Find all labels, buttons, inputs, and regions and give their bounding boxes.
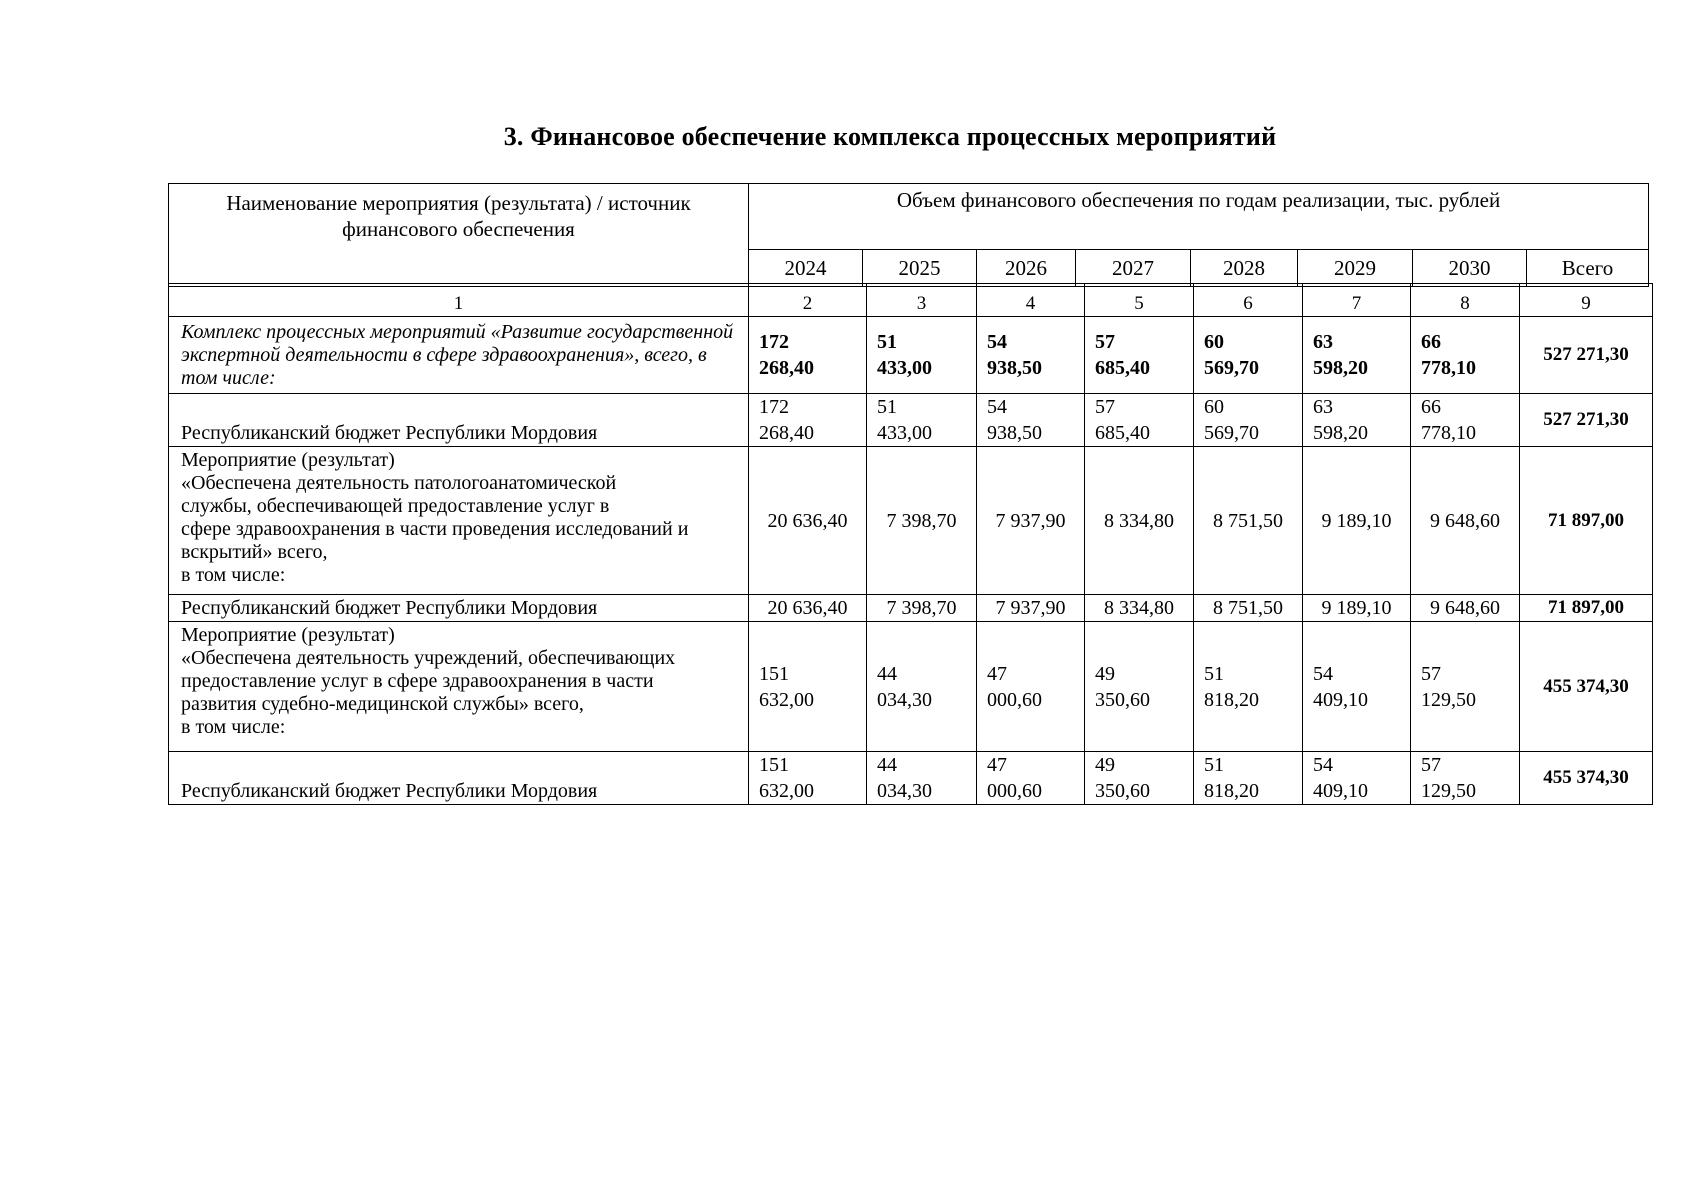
- value-cell: 57 129,50: [1411, 752, 1520, 805]
- value-cell: 9 189,10: [1303, 447, 1411, 595]
- value-cell: 44 034,30: [867, 752, 977, 805]
- header-name-column: Наименование мероприятия (результата) / источник финансового обеспечения: [169, 184, 749, 287]
- finance-table: [168, 283, 1653, 805]
- value-cell: 51 433,00: [867, 317, 977, 394]
- header-year-2024: 2024: [749, 250, 863, 287]
- value-cell: 57 685,40: [1085, 317, 1194, 394]
- header-year-2026: 2026: [977, 250, 1076, 287]
- row-total: 527 271,30: [1520, 317, 1653, 394]
- row-total: 455 374,30: [1520, 752, 1653, 805]
- table-row: [169, 394, 1653, 447]
- column-number: 3: [867, 284, 977, 317]
- column-number: 1: [169, 284, 749, 317]
- table-row: [169, 752, 1653, 805]
- value-cell: 9 648,60: [1411, 447, 1520, 595]
- value-cell: 47 000,60: [977, 752, 1085, 805]
- row-name: Республиканский бюджет Республики Мордовия: [169, 752, 749, 805]
- row-name: Мероприятие (результат) «Обеспечена деятельность учреждений, обеспечивающих предоставление услуг в сфере здравоохранения в части развития судебно-медицинской службы» всего, в том числе:: [169, 622, 749, 752]
- row-name: Республиканский бюджет Республики Мордовия: [169, 394, 749, 447]
- value-cell: 60 569,70: [1194, 394, 1303, 447]
- column-number: 4: [977, 284, 1085, 317]
- value-cell: 8 751,50: [1194, 447, 1303, 595]
- header-table: [168, 183, 1649, 287]
- value-cell: 49 350,60: [1085, 622, 1194, 752]
- value-cell: 60 569,70: [1194, 317, 1303, 394]
- value-cell: 54 409,10: [1303, 622, 1411, 752]
- header-year-2025: 2025: [863, 250, 977, 287]
- row-total: 455 374,30: [1520, 622, 1653, 752]
- column-number: 9: [1520, 284, 1653, 317]
- value-cell: 7 937,90: [977, 595, 1085, 622]
- row-name: Мероприятие (результат) «Обеспечена деятельность патологоанатомической службы, обеспечивающей предоставление услуг в сфере здравоохранения в части проведения исследований и вскрытий» всего, в том числе:: [169, 447, 749, 595]
- header-year-2030: 2030: [1413, 250, 1527, 287]
- header-year-2029: 2029: [1298, 250, 1413, 287]
- value-cell: 9 648,60: [1411, 595, 1520, 622]
- row-name: Республиканский бюджет Республики Мордовия: [169, 595, 749, 622]
- value-cell: 54 938,50: [977, 394, 1085, 447]
- value-cell: 20 636,40: [749, 447, 867, 595]
- value-cell: 57 129,50: [1411, 622, 1520, 752]
- table-row: [169, 595, 1653, 622]
- row-name: Комплекс процессных мероприятий «Развитие государственной экспертной деятельности в сфере здравоохранения», всего, в том числе:: [169, 317, 749, 394]
- table-row: [169, 622, 1653, 752]
- value-cell: 172 268,40: [749, 317, 867, 394]
- header-year-2027: 2027: [1076, 250, 1191, 287]
- value-cell: 7 398,70: [867, 447, 977, 595]
- value-cell: 151 632,00: [749, 752, 867, 805]
- value-cell: 63 598,20: [1303, 317, 1411, 394]
- value-cell: 63 598,20: [1303, 394, 1411, 447]
- value-cell: 151 632,00: [749, 622, 867, 752]
- page-title: 3. Финансовое обеспечение комплекса процессных мероприятий: [503, 122, 1277, 151]
- column-number: 8: [1411, 284, 1520, 317]
- column-number: 5: [1085, 284, 1194, 317]
- header-year-2028: 2028: [1191, 250, 1298, 287]
- column-number: 6: [1194, 284, 1303, 317]
- header-volume-column: Объем финансового обеспечения по годам реализации, тыс. рублей: [749, 184, 1649, 250]
- value-cell: 8 334,80: [1085, 595, 1194, 622]
- row-total: 71 897,00: [1520, 447, 1653, 595]
- value-cell: 51 818,20: [1194, 622, 1303, 752]
- value-cell: 51 433,00: [867, 394, 977, 447]
- header-total: Всего: [1527, 250, 1649, 287]
- row-total: 71 897,00: [1520, 595, 1653, 622]
- column-number-row: [169, 284, 1653, 317]
- column-number: 7: [1303, 284, 1411, 317]
- table-row: [169, 317, 1653, 394]
- value-cell: 66 778,10: [1411, 317, 1520, 394]
- column-number: 2: [749, 284, 867, 317]
- value-cell: 54 938,50: [977, 317, 1085, 394]
- value-cell: 20 636,40: [749, 595, 867, 622]
- value-cell: 47 000,60: [977, 622, 1085, 752]
- value-cell: 8 751,50: [1194, 595, 1303, 622]
- table-row: [169, 447, 1653, 595]
- value-cell: 57 685,40: [1085, 394, 1194, 447]
- value-cell: 49 350,60: [1085, 752, 1194, 805]
- value-cell: 66 778,10: [1411, 394, 1520, 447]
- value-cell: 7 937,90: [977, 447, 1085, 595]
- value-cell: 44 034,30: [867, 622, 977, 752]
- value-cell: 54 409,10: [1303, 752, 1411, 805]
- value-cell: 9 189,10: [1303, 595, 1411, 622]
- value-cell: 7 398,70: [867, 595, 977, 622]
- value-cell: 172 268,40: [749, 394, 867, 447]
- row-total: 527 271,30: [1520, 394, 1653, 447]
- value-cell: 51 818,20: [1194, 752, 1303, 805]
- value-cell: 8 334,80: [1085, 447, 1194, 595]
